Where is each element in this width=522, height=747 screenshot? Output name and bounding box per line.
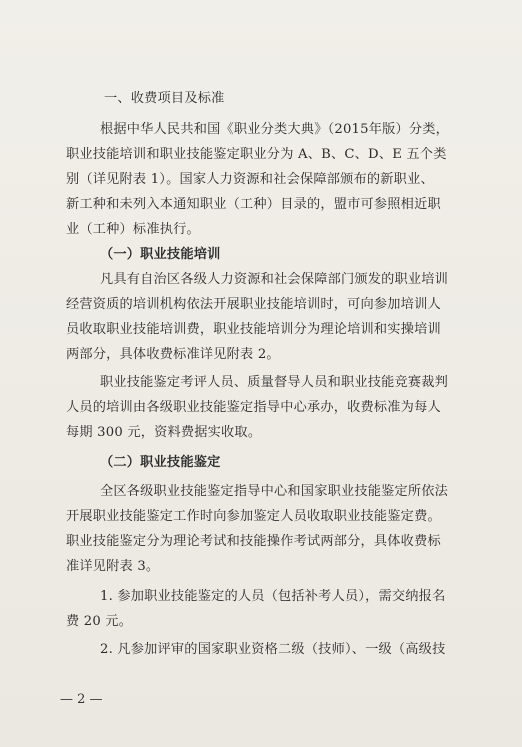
sub1-para1-line: 经营资质的培训机构依法开展职业技能培训时，可向参加培训人 bbox=[66, 297, 441, 312]
page-number: — 2 — bbox=[60, 692, 103, 707]
sub2-para1-line: 全区各级职业技能鉴定指导中心和国家职业技能鉴定所依法 bbox=[100, 484, 449, 499]
sub1-para1-line: 两部分，具体收费标准详见附表 2。 bbox=[66, 347, 280, 362]
sub2-para1-line: 职业技能鉴定分为理论考试和技能操作考试两部分，具体收费标 bbox=[66, 534, 441, 549]
intro-line: 根据中华人民共和国《职业分类大典》（2015年版）分类， bbox=[100, 122, 450, 137]
intro-line: 职业技能培训和职业技能鉴定职业分为 A、B、C、D、E 五个类 bbox=[66, 147, 447, 162]
intro-line: 业（工种）标准执行。 bbox=[66, 222, 200, 237]
sub1-para1-line: 凡具有自治区各级人力资源和社会保障部门颁发的职业培训 bbox=[100, 272, 449, 287]
sub1-para2-line: 人员的培训由各级职业技能鉴定指导中心承办，收费标准为每人 bbox=[66, 400, 441, 415]
sub1-para2-line: 每期 300 元，资料费据实收取。 bbox=[66, 425, 262, 440]
sub2-para1-line: 开展职业技能鉴定工作时向参加鉴定人员收取职业技能鉴定费。 bbox=[66, 509, 441, 524]
sub1-heading: （一）职业技能培训 bbox=[100, 247, 221, 262]
intro-line: 新工种和未列入本通知职业（工种）目录的，盟市可参照相近职 bbox=[66, 197, 441, 212]
section-heading: 一、收费项目及标准 bbox=[104, 91, 225, 106]
intro-line: 别（详见附表 1）。国家人力资源和社会保障部颁布的新职业、 bbox=[66, 172, 434, 187]
item-2-line: 2. 凡参加评审的国家职业资格二级（技师）、一级（高级技 bbox=[100, 642, 446, 657]
sub2-heading: （二）职业技能鉴定 bbox=[100, 455, 221, 470]
sub1-para1-line: 员收取职业技能培训费，职业技能培训分为理论培训和实操培训 bbox=[66, 322, 441, 337]
item-1-line: 费 20 元。 bbox=[66, 614, 133, 629]
sub1-para2-line: 职业技能鉴定考评人员、质量督导人员和职业技能竞赛裁判 bbox=[100, 375, 449, 390]
item-1-line: 1. 参加职业技能鉴定的人员（包括补考人员），需交纳报名 bbox=[100, 589, 446, 604]
sub2-para1-line: 准详见附表 3。 bbox=[66, 559, 160, 574]
